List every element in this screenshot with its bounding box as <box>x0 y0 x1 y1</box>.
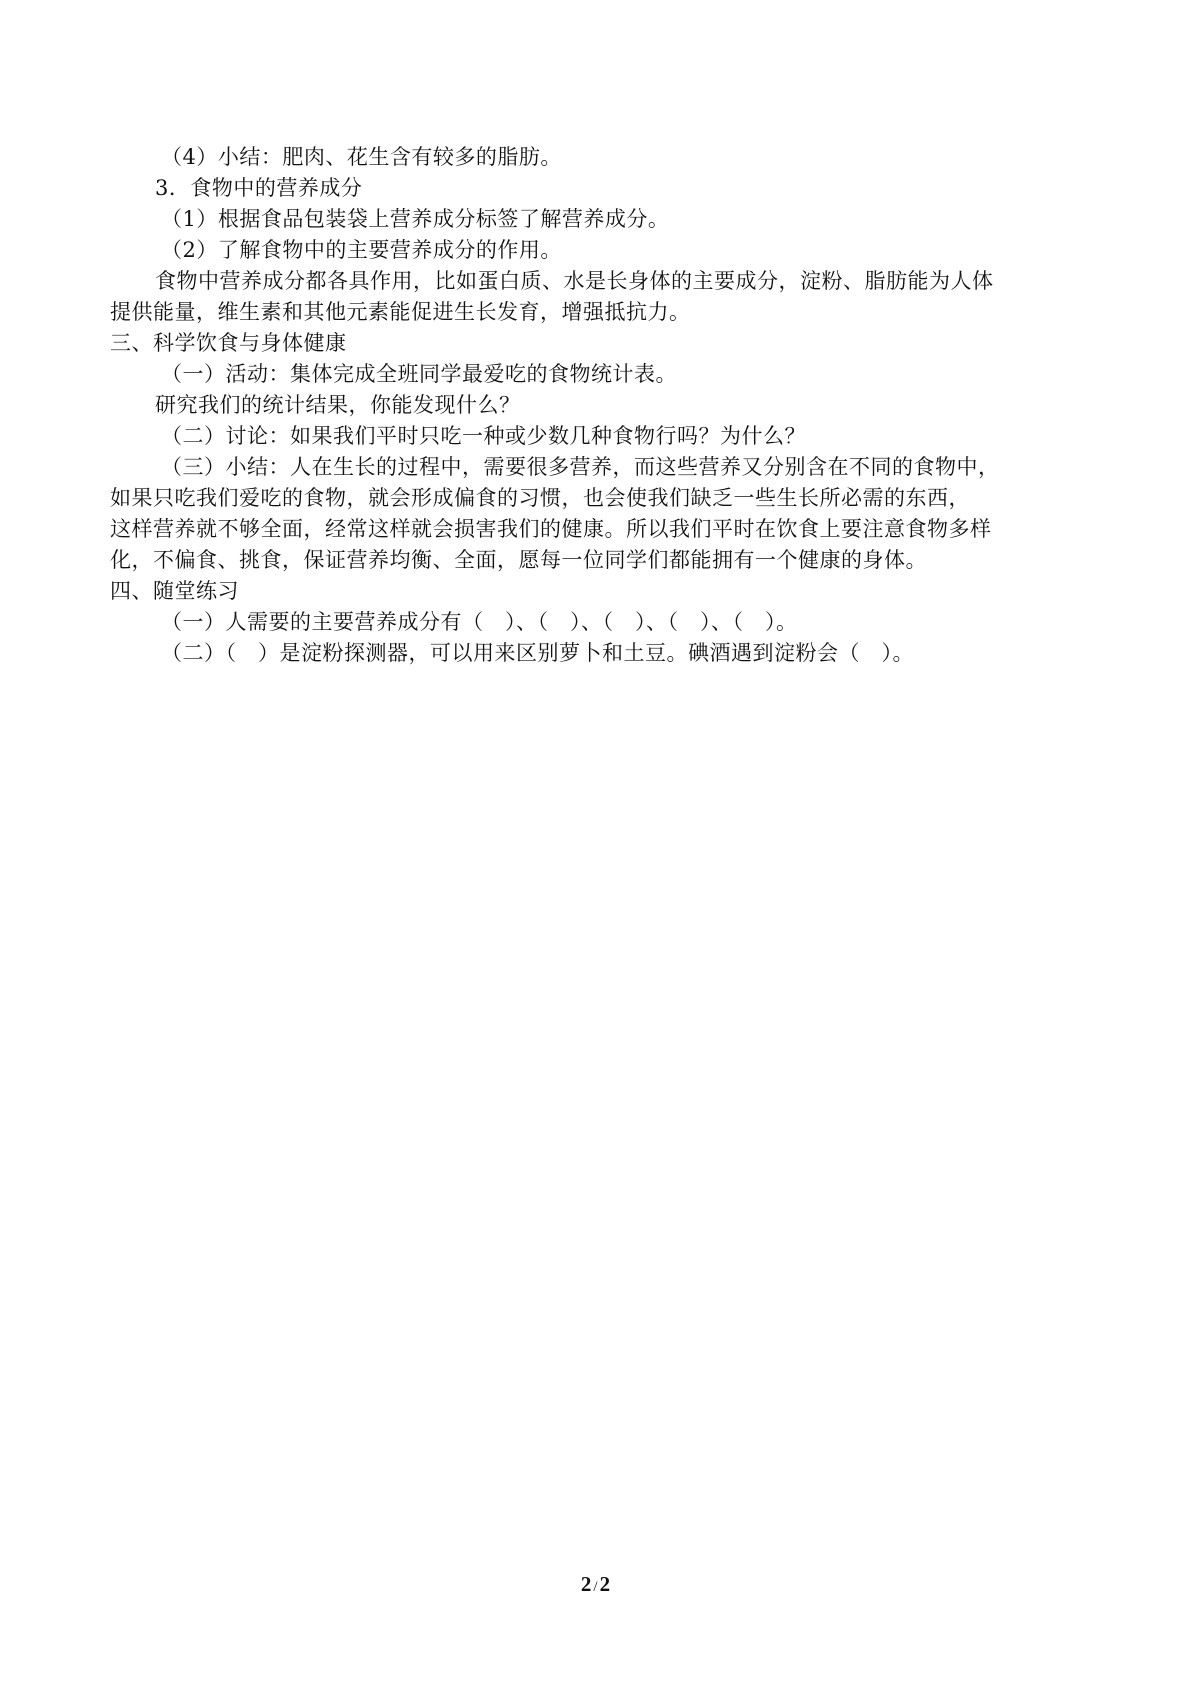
summary-paragraph-line: 这样营养就不够全面，经常这样就会损害我们的健康。所以我们平时在饮食上要注意食物多样 <box>110 517 992 541</box>
paragraph-line: 提供能量，维生素和其他元素能促进生长发育，增强抵抗力。 <box>110 300 691 324</box>
summary-fat-line: （4）小结：肥肉、花生含有较多的脂肪。 <box>161 145 562 169</box>
activity-line: （一）活动：集体完成全班同学最爱吃的食物统计表。 <box>161 362 677 386</box>
summary-paragraph-line: 化，不偏食、挑食，保证营养均衡、全面，愿每一位同学们都能拥有一个健康的身体。 <box>110 548 927 572</box>
page-separator: / <box>593 1579 598 1595</box>
discussion-line: （二）讨论：如果我们平时只吃一种或少数几种食物行吗？为什么？ <box>161 424 806 448</box>
section-heading-diet-health: 三、科学饮食与身体健康 <box>110 331 347 355</box>
document-body <box>110 142 1100 669</box>
question-line: 研究我们的统计结果，你能发现什么？ <box>155 393 521 417</box>
nutrient-role-line: （2）了解食物中的主要营养成分的作用。 <box>161 238 562 262</box>
paragraph-line: 食物中营养成分都各具作用，比如蛋白质、水是长身体的主要成分，淀粉、脂肪能为人体 <box>155 269 994 293</box>
section-heading-nutrients: 3．食物中的营养成分 <box>155 176 363 200</box>
page-total: 2 <box>599 1572 611 1596</box>
section-heading-practice: 四、随堂练习 <box>110 579 239 603</box>
nutrient-label-line: （1）根据食品包装袋上营养成分标签了解营养成分。 <box>161 207 670 231</box>
summary-paragraph-line: （三）小结：人在生长的过程中，需要很多营养，而这些营养又分别含在不同的食物中， <box>161 455 1000 479</box>
page-number <box>0 1572 1191 1597</box>
page-current: 2 <box>580 1572 592 1596</box>
exercise-line: （二）（ ）是淀粉探测器，可以用来区别萝卜和土豆。碘酒遇到淀粉会（ ）。 <box>161 641 914 665</box>
exercise-line: （一）人需要的主要营养成分有（ ）、（ ）、（ ）、（ ）、（ ）。 <box>161 610 798 634</box>
summary-paragraph-line: 如果只吃我们爱吃的食物，就会形成偏食的习惯，也会使我们缺乏一些生长所必需的东西， <box>110 486 970 510</box>
